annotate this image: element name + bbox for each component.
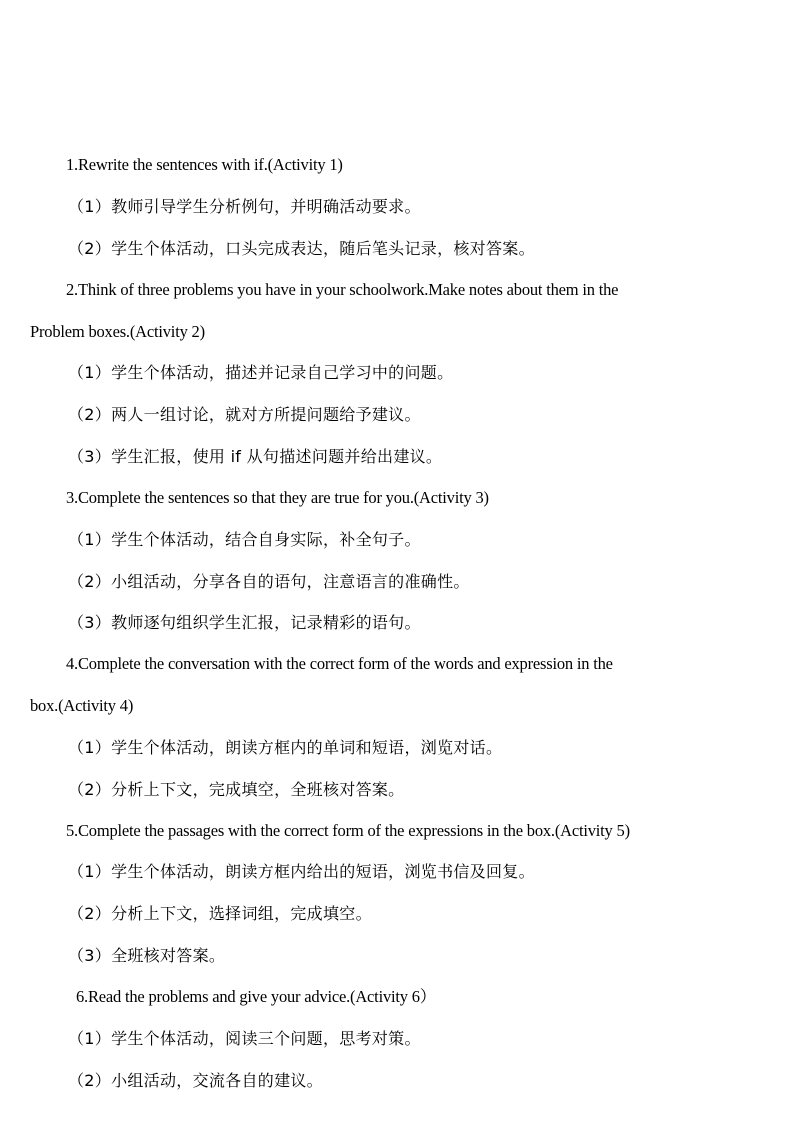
section-5-step-3: （3）全班核对答案。 [68, 946, 226, 965]
section-6-step-2: （2）小组活动，交流各自的建议。 [68, 1071, 323, 1090]
section-4-heading-continued: box.(Activity 4) [30, 696, 134, 715]
section-5-step-1: （1）学生个体活动，朗读方框内给出的短语，浏览书信及回复。 [68, 862, 535, 881]
section-1-step-2: （2）学生个体活动，口头完成表达，随后笔头记录，核对答案。 [68, 239, 535, 258]
section-3-step-2: （2）小组活动，分享各自的语句，注意语言的准确性。 [68, 572, 470, 591]
section-6-heading: 6.Read the problems and give your advice.(Activity 6） [76, 987, 437, 1006]
section-3-heading: 3.Complete the sentences so that they are true for you.(Activity 3) [66, 488, 489, 507]
section-2-heading: 2.Think of three problems you have in your schoolwork.Make notes about them in the [66, 280, 619, 299]
section-3-step-3: （3）教师逐句组织学生汇报，记录精彩的语句。 [68, 613, 421, 632]
section-4-heading: 4.Complete the conversation with the correct form of the words and expression in the [66, 654, 613, 673]
section-3-step-1: （1）学生个体活动，结合自身实际，补全句子。 [68, 530, 421, 549]
section-2-step-3: （3）学生汇报，使用 if 从句描述问题并给出建议。 [68, 447, 443, 466]
section-6-step-1: （1）学生个体活动，阅读三个问题，思考对策。 [68, 1029, 421, 1048]
section-2-step-1: （1）学生个体活动，描述并记录自己学习中的问题。 [68, 363, 454, 382]
section-4-step-2: （2）分析上下文，完成填空，全班核对答案。 [68, 780, 405, 799]
section-4-step-1: （1）学生个体活动，朗读方框内的单词和短语，浏览对话。 [68, 738, 503, 757]
section-2-step-2: （2）两人一组讨论，就对方所提问题给予建议。 [68, 405, 421, 424]
section-1-heading: 1.Rewrite the sentences with if.(Activity 1) [66, 155, 343, 174]
section-5-step-2: （2）分析上下文，选择词组，完成填空。 [68, 904, 372, 923]
section-2-heading-continued: Problem boxes.(Activity 2) [30, 322, 205, 341]
section-1-step-1: （1）教师引导学生分析例句，并明确活动要求。 [68, 197, 421, 216]
section-5-heading: 5.Complete the passages with the correct form of the expressions in the box.(Activity 5) [66, 821, 630, 840]
